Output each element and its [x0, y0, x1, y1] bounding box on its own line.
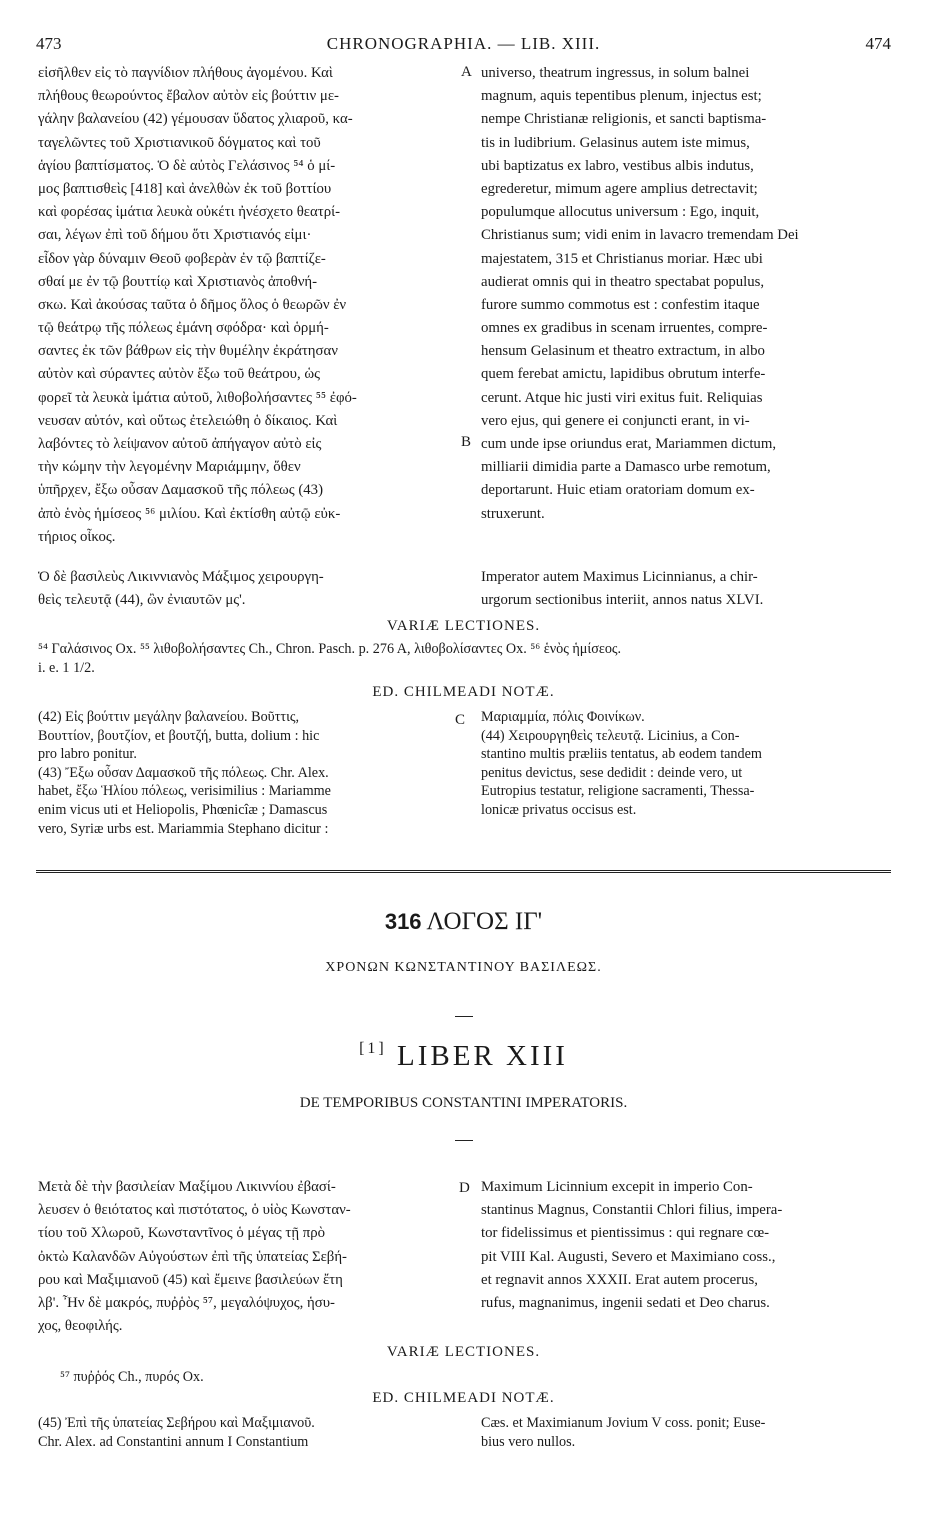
- latin-text-line: audierat omnis qui in theatro spectabat populus,: [481, 273, 765, 290]
- greek-text-line: Μετὰ δὲ τὴν βασιλείαν Μαξίμου Λικιννίου ἐβασί-: [38, 1179, 336, 1195]
- variant-reading-line: ⁵⁷ πυῤῥός Ch., πυρός Ox.: [60, 1369, 204, 1385]
- note-line: lonicæ privatus occisus est.: [481, 801, 637, 818]
- greek-column-bottom: [38, 1176, 456, 1338]
- margin-letter-d: D: [459, 1180, 470, 1196]
- latin-text-line: milliarii dimidia parte a Damasco urbe remotum,: [481, 459, 771, 476]
- latin-text-line: deportarunt. Huic etiam oratoriam domum ex-: [481, 482, 755, 499]
- greek-text-line: τίου τοῦ Χλωροῦ, Κωνσταντῖνος ὁ μέγας τῇ πρὸ: [38, 1225, 326, 1242]
- running-header: [36, 34, 891, 56]
- latin-book-subtitle: DE TEMPORIBUS CONSTANTINI IMPERATORIS.: [299, 1095, 628, 1111]
- page-number-left: 473: [36, 34, 62, 53]
- latin-text-line: quem ferebat amictu, lapidibus obrutum interfe-: [481, 366, 766, 383]
- greek-text-line: καὶ φορέσας ἱμάτια λευκὰ οὐκέτι ἠνέσχετο θεατρί-: [38, 204, 341, 221]
- greek-text-line: θεὶς τελευτᾷ (44), ὢν ἐνιαυτῶν μς'.: [38, 592, 246, 609]
- greek-book-title: [0, 908, 927, 936]
- latin-text-line: rufus, magnanimus, ingenii sedati et Deo charus.: [481, 1294, 770, 1311]
- greek-text-line: ἁγίου βαπτίσματος. Ὁ δὲ αὐτὸς Γελάσινος ⁵⁴ ὁ μί-: [38, 157, 336, 174]
- variant-reading-line: ⁵⁴ Γαλάσινος Ox. ⁵⁵ λιθοβολήσαντες Ch., Chron. Pasch. p. 276 A, λιθοβολίσαντες Ox. ⁵⁶ ἑνὸς ἡμίσεος.: [38, 641, 622, 657]
- latin-text-line: ubi baptizatus ex labro, vestibus albis indutus,: [481, 157, 754, 174]
- running-title: CHRONOGRAPHIA. — LIB. XIII.: [326, 34, 601, 53]
- latin-text-line: majestatem, 315 et Christianus moriar. Hæc ubi: [481, 250, 763, 267]
- note-line: Βουττίον, βουτζίον, et βουτζή, butta, dolium : hic: [38, 727, 320, 744]
- latin-text-line: tis in ludibrium. Gelasinus autem iste mimus,: [481, 134, 750, 151]
- variae-lectiones-2: [60, 1368, 860, 1387]
- greek-text-line: νευσαν αὐτόν, καὶ οὕτως ἐτελειώθη ὁ δίκαιος. Καὶ: [38, 412, 338, 429]
- latin-text-line: omnes ex gradibus in scenam irruentes, compre-: [481, 320, 768, 337]
- greek-text-line: πλήθους θεωρούντος ἔβαλον αὐτὸν εἰς βούττιν με-: [38, 88, 339, 105]
- greek-text-line: φορεῖ τὰ λευκὰ ἱμάτια αὐτοῦ, λιθοβολήσαντες ⁵⁵ ἐφό-: [38, 389, 357, 406]
- title-dash-1: [455, 1016, 473, 1017]
- latin-book-title: [0, 1040, 927, 1073]
- notae-heading-1: ED. CHILMEADI NOTÆ.: [372, 684, 555, 700]
- notae-right-2: [481, 1414, 893, 1451]
- greek-text-line: σθαί με ἐν τῷ βουττίῳ καὶ Χριστιανὸς ἀποθνή-: [38, 273, 318, 290]
- notae-left-2: [38, 1414, 458, 1451]
- greek-text-line: τὴν κώμην τὴν λεγομένην Μαριάμμην, ὅθεν: [38, 459, 301, 476]
- greek-text-line: ρου καὶ Μαξιμιανοῦ (45) καὶ ἔμεινε βασιλεύων ἔτη: [38, 1271, 343, 1288]
- latin-column-bottom: [481, 1176, 893, 1315]
- latin-text-line: Maximum Licinnium excepit in imperio Con-: [481, 1179, 753, 1195]
- latin-text-line: hensum Gelasinum et theatro extractum, in albo: [481, 343, 765, 360]
- greek-text-line: μος βαπτισθεὶς [418] καὶ ἀνελθὼν ἐκ τοῦ βοττίου: [38, 180, 332, 197]
- greek-text-line: λαβόντες τὸ λείψανον αὐτοῦ ἀπήγαγον αὐτὸ εἰς: [38, 436, 322, 452]
- greek-text-line: εἶδον γὰρ δύναμιν Θεοῦ φοβερὰν ἐν τῷ βαπτίζε-: [38, 250, 326, 267]
- latin-column-top: [481, 62, 893, 526]
- book-page-number: 316: [384, 909, 422, 934]
- note-line: bius vero nullos.: [481, 1433, 576, 1450]
- note-line: penitus devictus, sese dedidit : deinde vero, ut: [481, 764, 743, 781]
- margin-letter-c: C: [455, 712, 466, 728]
- latin-book-heading: LIBER XIII: [396, 1040, 568, 1072]
- latin-text-line: cerunt. Atque hic justi viri exitus fuit. Reliquias: [481, 389, 763, 406]
- note-line: Chr. Alex. ad Constantini annum I Constantium: [38, 1433, 309, 1450]
- greek-text-line: σαι, λέγων ἐπὶ τοῦ δήμου ὅτι Χριστιανός εἰμι·: [38, 227, 312, 244]
- greek-book-heading: ΛΟΓΟΣ ΙΓ': [426, 908, 543, 935]
- note-line: pro labro ponitur.: [38, 746, 137, 763]
- greek-text-line: αὐτὸν καὶ σύραντες αὐτὸν ἔξω τοῦ θεάτρου, ὡς: [38, 366, 320, 383]
- greek-text-line: τῷ θεάτρῳ τῆς πόλεως ἐμάνη σφόδρα· καὶ ὁρμή-: [38, 320, 329, 337]
- variae-lectiones-heading: VARIÆ LECTIONES.: [386, 618, 541, 634]
- note-line: vero, Syriæ urbs est. Mariammia Stephano dicitur :: [38, 820, 329, 837]
- latin-text-line: pit VIII Kal. Augusti, Severo et Maximiano coss.,: [481, 1248, 776, 1265]
- note-line: habet, ἔξω Ἡλίου πόλεως, verisimilius : Mariamme: [38, 783, 331, 800]
- greek-maximus-paragraph: [38, 566, 456, 612]
- latin-text-line: struxerunt.: [481, 505, 545, 522]
- greek-text-line: ὑπῆρχεν, ἔξω οὖσαν Δαμασκοῦ τῆς πόλεως (43): [38, 482, 323, 499]
- divider-rule: [36, 870, 891, 876]
- latin-text-line: cum unde ipse oriundus erat, Mariammen dictum,: [481, 436, 777, 452]
- greek-text-line: λβ'. Ἦν δὲ μακρός, πυῤῥὸς ⁵⁷, μεγαλόψυχος, ἡσυ-: [38, 1294, 335, 1311]
- latin-text-line: tor fidelissimus et pientissimus : qui regnare cœ-: [481, 1225, 770, 1242]
- greek-text-line: Ὁ δὲ βασιλεὺς Λικιννιανὸς Μάξιμος χειρουργη-: [38, 569, 324, 585]
- note-line: (44) Χειρουργηθεὶς τελευτᾷ. Licinius, a Con-: [481, 727, 740, 744]
- note-line: Μαριαμμία, πόλις Φοινίκων.: [481, 709, 645, 725]
- page-number-right: 474: [865, 34, 891, 53]
- greek-text-line: τήριος οἶκος.: [38, 528, 116, 545]
- note-line: (45) Ἐπὶ τῆς ὑπατείας Σεβήρου καὶ Μαξιμιανοῦ.: [38, 1415, 315, 1431]
- note-line: (42) Εἰς βούττιν μεγάλην βαλανείου. Βοῦττις,: [38, 709, 300, 725]
- margin-letter-a: A: [461, 64, 472, 80]
- latin-text-line: universo, theatrum ingressus, in solum balnei: [481, 65, 750, 81]
- latin-text-line: populumque allocutus universum : Ego, inquit,: [481, 204, 760, 221]
- latin-text-line: Christianus sum; vidi enim in lavacro tremendam Dei: [481, 227, 799, 244]
- greek-text-line: εἰσῆλθεν εἰς τὸ παγνίδιον πλήθους ἀγομένου. Καὶ: [38, 65, 333, 81]
- note-line: enim vicus uti et Heliopolis, Phœnicîæ ; Damascus: [38, 801, 328, 818]
- greek-column-top: [38, 62, 456, 549]
- greek-text-line: χος, θεοφιλής.: [38, 1318, 123, 1335]
- greek-text-line: σκω. Καὶ ἀκούσας ταῦτα ὁ δῆμος ὅλος ὁ θεωρῶν ἐν: [38, 296, 347, 313]
- greek-book-subtitle: ΧΡΟΝΩΝ ΚΩΝΣΤΑΝΤΙΝΟΥ ΒΑΣΙΛΕΩΣ.: [325, 960, 602, 975]
- latin-text-line: urgorum sectionibus interiit, annos natus XLVI.: [481, 592, 764, 609]
- margin-letter-b: B: [461, 434, 472, 450]
- greek-text-line: ἀπὸ ἑνὸς ἡμίσεος ⁵⁶ μιλίου. Καὶ ἐκτίσθη αὐτῷ εὐκ-: [38, 505, 341, 522]
- notae-heading-2: ED. CHILMEADI NOTÆ.: [372, 1390, 555, 1406]
- greek-text-line: λευσεν ὁ θειότατος καὶ πιστότατος, ὁ υἱὸς Κωνσταν-: [38, 1202, 351, 1219]
- note-line: stantino multis præliis tentatus, ab eodem tandem: [481, 746, 762, 763]
- latin-text-line: stantinus Magnus, Constantii Chlori filius, impera-: [481, 1202, 783, 1219]
- latin-text-line: vero ejus, qui genere ei conjuncti erant, in vi-: [481, 412, 750, 429]
- latin-text-line: et regnavit annos XXXII. Erat autem procerus,: [481, 1271, 758, 1288]
- variae-lectiones-heading-2: VARIÆ LECTIONES.: [386, 1344, 541, 1360]
- note-line: Cæs. et Maximianum Jovium V coss. ponit; Euse-: [481, 1415, 766, 1431]
- note-line: Eutropius testatur, religione sacramenti, Thessa-: [481, 783, 755, 800]
- latin-maximus-paragraph: [481, 566, 893, 612]
- greek-text-line: ὀκτὼ Καλανδῶν Αὐγούστων ἐπὶ τῆς ὑπατείας Σεβή-: [38, 1248, 347, 1265]
- notae-left-1: [38, 708, 458, 838]
- greek-text-line: σαντες ἐκ τῶν βάθρων εἰς τὴν θυμέλην ἐκράτησαν: [38, 343, 338, 360]
- variae-lectiones-1: [38, 640, 898, 677]
- latin-text-line: egrederetur, mimum agere amplius detrectavit;: [481, 180, 758, 197]
- notae-right-1: [481, 708, 893, 820]
- variant-reading-line: i. e. 1 1/2.: [38, 659, 95, 676]
- title-dash-2: [455, 1140, 473, 1141]
- latin-text-line: nempe Christianæ religionis, et sancti baptisma-: [481, 111, 767, 128]
- greek-text-line: γάλην βαλανείου (42) γέμουσαν ὕδατος χλιαροῦ, κα-: [38, 111, 353, 128]
- latin-text-line: magnum, aquis tepentibus plenum, injectus est;: [481, 88, 762, 105]
- note-line: (43) Ἔξω οὖσαν Δαμασκοῦ τῆς πόλεως. Chr. Alex.: [38, 764, 329, 781]
- latin-text-line: furore summo commotus est : confestim itaque: [481, 296, 760, 313]
- book-marker: [1]: [359, 1040, 387, 1057]
- greek-text-line: ταγελῶντες τοῦ Χριστιανικοῦ δόγματος καὶ τοῦ: [38, 134, 321, 151]
- latin-text-line: Imperator autem Maximus Licinnianus, a chir-: [481, 569, 758, 585]
